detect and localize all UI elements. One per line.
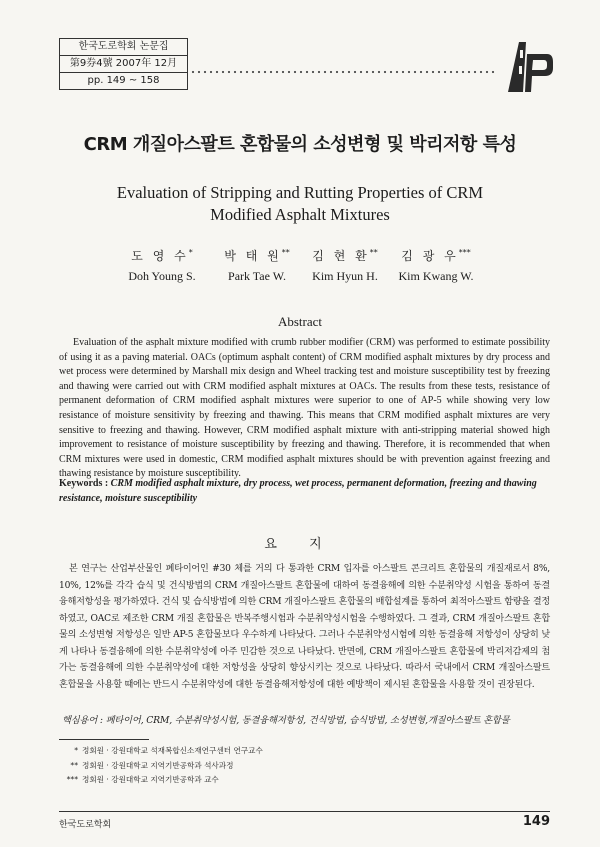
keywords-text: CRM modified asphalt mixture, dry process, wet process, permanent deformation, freezing and thawing resistance, moisture susceptibility xyxy=(59,478,537,504)
footnote-mark: ** xyxy=(70,760,78,770)
author-mark: ** xyxy=(369,248,378,257)
author-1 xyxy=(107,247,217,284)
footnote xyxy=(62,773,263,788)
keywords-korean: 핵심용어 : 폐타이어, CRM, 수분취약성시험, 동결융해저항성, 건식방법, 습식방법, 소성변형,개질아스팔트 혼합물 xyxy=(62,715,510,726)
paper-title-english: Evaluation of Stripping and Rutting Properties of CRM Modified Asphalt Mixtures xyxy=(116,183,484,224)
journal-volume: 第9券4號 2007年 12月 xyxy=(60,56,187,73)
author-name-en: Doh Young S. xyxy=(128,269,196,283)
summary-heading-korean: 요 지 xyxy=(264,537,336,552)
footer-journal-name: 한국도로학회 xyxy=(59,820,112,830)
abstract-text: Evaluation of the asphalt mixture modified with crumb rubber modifier (CRM) was performed to estimate possibility of using it as a paving material. OACs (optimum asphalt content) of CRM modified asphalt mixtures by dry process and wet process were determined by Marshall mix design and Wheel tracking test and moisture susceptibility test by freezing and thawing were carried out with CRM modified asphalt mixtures at OACs. The results from these tests, resistance of permanent deformation of CRM modified asphalt mixtures were superior to one of AP-5 while showing very low resistance of moisture sensitivity by freezing and thawing. This means that CRM modified asphalt mixtures are very sensitive to freezing and thawing. However, CRM modified asphalt mixture with anti-stripping material showed high improvement to resistance of moisture susceptibility by freezing and thawing. Therefore, it is recommended that when CRM mixtures were used in domestic, CRM modified asphalt mixtures should be with prevention against freezing and thawing resistance by moisture susceptibility. xyxy=(59,337,550,480)
footnote-divider xyxy=(59,739,149,740)
header-dotted-line xyxy=(190,70,495,74)
keywords xyxy=(59,477,550,506)
footnote-text: 정회원 · 강원대학교 지역기반공학과 석사과정 xyxy=(82,760,234,770)
journal-society: 한국도로학회 논문집 xyxy=(60,39,187,56)
summary-text-korean: 본 연구는 산업부산물인 폐타이어인 #30 체를 거의 다 통과한 CRM 입자를 아스팔트 콘크리트 혼합물의 개질재로서 8%, 10%, 12%를 각각 습식 및 건식방법의 CRM 개질아스팔트 혼합물에 대하여 동결융해에 의한 수분취약성 시험을 통하여 동결융해저항성을 평가하였다. 건식 및 습식방법에 의한 CRM 개질아스팔트 혼합물의 배합설계를 통하여 최적아스팔트 함량을 결정하였고, OAC로 제조한 CRM 개질 혼합물은 반복주행시험과 수분취약성시험을 수행하였다. 그 결과, CRM 개질아스팔트 혼합물의 소성변형 저항성은 일반 AP-5 혼합물보다 우수하게 나타났다. 그러나 수분취약성시험에 의한 동결융해 저항성이 상당히 낮게 나타나 동결융해에 의한 수분취약성에 아주 민감한 것으로 나타났다. 반면에, CRM 개질아스팔트 혼합물에 박리저감제의 첨가는 동결융해에 의한 수분취약성에 대한 저항성을 상당히 향상시키는 것으로 나타났다. 따라서 국내에서 CRM 개질아스팔트 혼합물을 사용할 때에는 반드시 수분취약성에 대한 동결융해저항성에 대한 예방책이 제시된 혼합물을 사용할 것이 권장된다. xyxy=(59,564,550,690)
footnote xyxy=(62,744,263,759)
footnote-mark: *** xyxy=(66,775,78,784)
paper-title-korean: CRM 개질아스팔트 혼합물의 소성변형 및 박리저항 특성 xyxy=(83,134,517,155)
footnote-mark: * xyxy=(74,746,78,755)
abstract-heading: Abstract xyxy=(277,314,323,329)
keywords-label: Keywords : xyxy=(59,478,109,489)
author-mark: ** xyxy=(281,248,290,257)
footnote xyxy=(62,759,263,774)
author-mark: *** xyxy=(458,248,471,257)
author-mark: * xyxy=(188,248,193,257)
road-logo-icon xyxy=(504,40,554,96)
author-name-ko: 박 태 원 xyxy=(224,249,282,263)
author-name-ko: 김 광 우 xyxy=(401,249,459,263)
footer-divider xyxy=(59,811,550,812)
author-name-ko: 김 현 환 xyxy=(312,249,370,263)
author-name-en: Kim Kwang W. xyxy=(398,269,474,283)
journal-info-box xyxy=(59,38,188,90)
page-number: 149 xyxy=(522,814,550,829)
author-name-en: Kim Hyun H. xyxy=(312,269,378,283)
footnote-text: 정회원 · 강원대학교 석재복합신소재연구센터 연구교수 xyxy=(82,746,263,755)
author-name-ko: 도 영 수 xyxy=(131,249,189,263)
journal-pages: pp. 149 ~ 158 xyxy=(87,75,160,86)
footnotes xyxy=(62,744,263,788)
footnote-text: 정회원 · 강원대학교 지역기반공학과 교수 xyxy=(82,775,219,784)
author-name-en: Park Tae W. xyxy=(228,269,286,283)
author-4 xyxy=(381,247,491,284)
